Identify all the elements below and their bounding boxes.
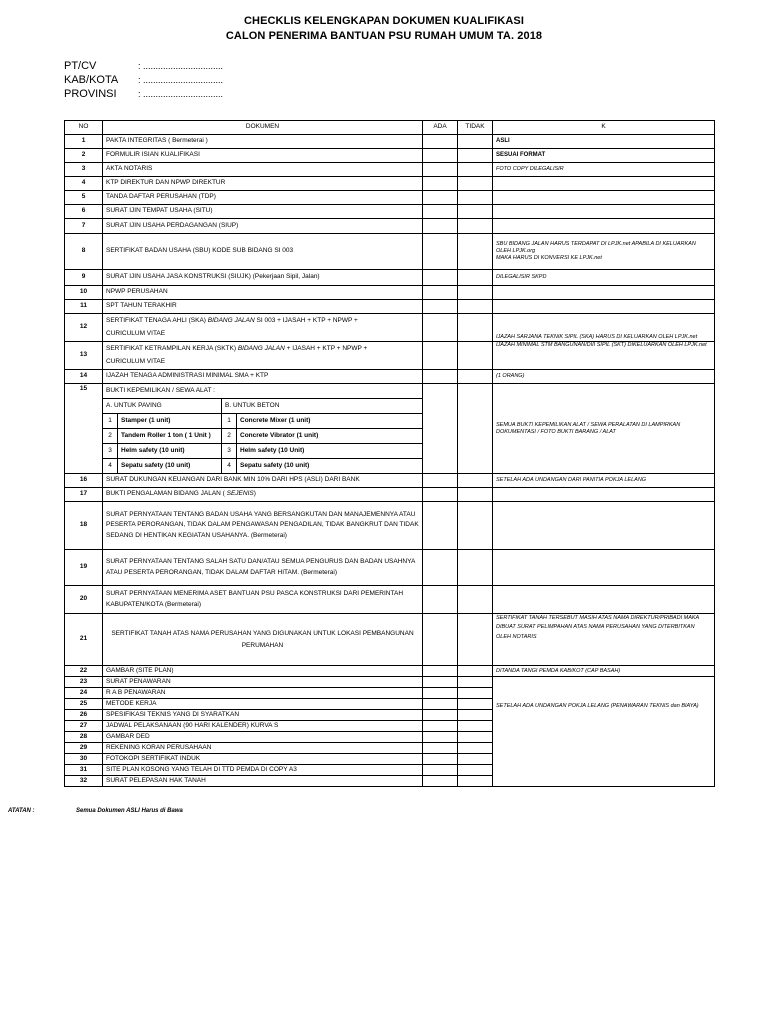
table-row [65,191,715,205]
table-header-row [65,121,715,135]
tidak-cell[interactable] [458,710,493,721]
row-document: GAMBAR (SITE PLAN) [103,666,423,677]
row-keterangan [493,177,715,191]
header-dokumen: DOKUMEN [103,121,423,135]
tidak-cell[interactable] [458,219,493,234]
equipment-number: 2 [103,429,118,443]
footer-label: ATATAN : [8,808,35,814]
document-line: CURICULUM VITAE [106,329,166,337]
tidak-cell[interactable] [458,286,493,300]
document-line [106,345,419,353]
row-number: 2 [65,149,103,163]
row-number: 24 [65,688,103,699]
row-number: 16 [65,474,103,488]
row-keterangan [493,488,715,502]
document-text-italic: BIDANG JALAN [237,345,285,353]
row-keterangan [493,586,715,614]
meta-company [64,60,223,72]
row-keterangan: IJAZAH SARJANA TEKNIK SIPIL (SKA) HARUS DI KELUARKAN OLEH LPJK.net [493,314,715,342]
tidak-cell[interactable] [458,776,493,787]
table-row [65,502,715,550]
table-row [65,342,715,370]
tidak-cell[interactable] [458,135,493,149]
row-keterangan: SETELAH ADA UNDANGAN DARI PANITIA POKJA LELANG [493,474,715,488]
table-row [65,234,715,270]
row-document: SURAT DUKUNGAN KEUANGAN DARI BANK MIN 10% DARI HPS (ASLI) DARI BANK [103,474,423,488]
table-row [65,135,715,149]
row-keterangan [493,550,715,586]
table-row [65,666,715,677]
row-keterangan: SESUAI FORMAT [493,149,715,163]
tidak-cell[interactable] [458,163,493,177]
ada-cell[interactable] [423,270,458,286]
tidak-cell[interactable] [458,732,493,743]
row-number: 1 [65,135,103,149]
tidak-cell[interactable] [458,205,493,219]
ada-cell[interactable] [423,384,458,474]
table-row [65,384,715,474]
ada-cell[interactable] [423,370,458,384]
document-title: CHECKLIS KELENGKAPAN DOKUMEN KUALIFIKASI [243,15,525,27]
row-document [103,488,423,502]
row-document: SERTIFIKAT BADAN USAHA (SBU) KODE SUB BIDANG SI 003 [103,234,423,270]
equipment-row [103,443,422,458]
tidak-cell[interactable] [458,384,493,474]
row-keterangan: DILEGALISIR SKPD [493,270,715,286]
row-document [103,314,423,342]
ada-cell[interactable] [423,550,458,586]
ada-cell[interactable] [423,191,458,205]
row-keterangan: FOTO COPY DILEGALISIR [493,163,715,177]
row-number: 7 [65,219,103,234]
row-number: 17 [65,488,103,502]
table-row [65,177,715,191]
row-number: 20 [65,586,103,614]
row-document: PAKTA INTEGRITAS ( Bermeterai ) [103,135,423,149]
table-row [65,614,715,666]
tidak-cell[interactable] [458,314,493,342]
ada-cell[interactable] [423,586,458,614]
table-row [65,677,715,688]
row-document [103,342,423,370]
row-number: 32 [65,776,103,787]
table-row [65,205,715,219]
header-tidak: TIDAK [458,121,493,135]
equipment-number: 1 [222,414,237,428]
row-keterangan [493,286,715,300]
table-row [65,314,715,342]
keterangan-line: SBU BIDANG JALAN HARUS TERDAPAT DI LPJK.net APABILA DI KELUARKAN OLEH LPJK.org [496,241,696,255]
tidak-cell[interactable] [458,743,493,754]
ada-cell[interactable] [423,286,458,300]
row-keterangan: SERTIFIKAT TANAH TERSEBUT MASIH ATAS NAMA DIREKTUR/PRIBADI MAKA DIBUAT SURAT PELIMPAHAN ATAS NAMA PERUSAHAN YANG DITERBITKAN OLEH NOTARIS [493,614,715,666]
paving-item: Stamper (1 unit) [118,414,222,428]
meta-regency [64,74,223,86]
meta-regency-value[interactable]: : ................................ [138,75,224,85]
row-number: 29 [65,743,103,754]
row-document: TANDA DAFTAR PERUSAHAN (TDP) [103,191,423,205]
row-number: 18 [65,502,103,550]
tidak-cell[interactable] [458,177,493,191]
row-keterangan: (1 ORANG) [493,370,715,384]
tidak-cell[interactable] [458,550,493,586]
row-number: 13 [65,342,103,370]
row-number: 12 [65,314,103,342]
ada-cell[interactable] [423,765,458,776]
keterangan-line: MAKA HARUS DI KONVERSI KE LPJK.net [496,254,602,261]
ada-cell[interactable] [423,300,458,314]
row-document: IJAZAH TENAGA ADMINISTRASI MINIMAL SMA + KTP [103,370,423,384]
row-document: AKTA NOTARIS [103,163,423,177]
equipment-title: BUKTI KEPEMILIKAN / SEWA ALAT : [106,386,215,394]
row-number: 3 [65,163,103,177]
row-document: SURAT IJIN USAHA PERDAGANGAN (SIUP) [103,219,423,234]
equipment-number: 4 [222,459,237,473]
row-document: SURAT PELEPASAN HAK TANAH [103,776,423,787]
tidak-cell[interactable] [458,765,493,776]
row-document: SPESIFIKASI TEKNIS YANG DI SYARATKAN [103,710,423,721]
tidak-cell[interactable] [458,614,493,666]
ada-cell[interactable] [423,754,458,765]
beton-header: B. UNTUK BETON [225,401,280,409]
ada-cell[interactable] [423,776,458,787]
row-document: JADWAL PELAKSANAAN (90 HARI KALENDER) KURVA S [103,721,423,732]
table-row [65,286,715,300]
row-number: 30 [65,754,103,765]
equipment-number: 1 [103,414,118,428]
ada-cell[interactable] [423,314,458,342]
row-document: METODE KERJA [103,699,423,710]
ada-cell[interactable] [423,177,458,191]
row-keterangan [493,205,715,219]
table-row [65,163,715,177]
row-number: 9 [65,270,103,286]
tidak-cell[interactable] [458,721,493,732]
ada-cell[interactable] [423,234,458,270]
tidak-cell[interactable] [458,677,493,688]
ada-cell[interactable] [423,488,458,502]
meta-regency-label: KAB/KOTA [64,74,119,86]
footer-note: Semua Dokumen ASLI Harus di Bawa [76,808,183,814]
row-number: 6 [65,205,103,219]
ada-cell[interactable] [423,135,458,149]
ada-cell[interactable] [423,677,458,688]
row-document: SURAT IJIN TEMPAT USAHA (SITU) [103,205,423,219]
equipment-header-row [103,398,422,413]
ada-cell[interactable] [423,721,458,732]
beton-item: Helm safety (10 Unit) [240,446,305,454]
equipment-number: 3 [222,444,237,458]
paving-item: Tandem Roller 1 ton ( 1 Unit ) [118,429,222,443]
document-line: CURICULUM VITAE [106,357,166,365]
meta-province [64,88,223,100]
row-document: SURAT PERNYATAAN TENTANG SALAH SATU DAN/ATAU SEMUA PENGURUS DAN BADAN USAHNYA ATAU PESERTA PERORANGAN, TIDAK DALAM DAFTAR HITAM. (Bermeterai) [103,550,423,586]
row-document [103,384,423,474]
row-document: SURAT PENAWARAN [103,677,423,688]
row-document: SITE PLAN KOSONG YANG TELAH DI TTD PEMDA DI COPY A3 [103,765,423,776]
row-keterangan: ASLI [493,135,715,149]
paving-header: A. UNTUK PAVING [103,399,222,413]
equipment-number: 3 [103,444,118,458]
ada-cell[interactable] [423,474,458,488]
table-row [65,550,715,586]
row-number: 4 [65,177,103,191]
row-keterangan [493,502,715,550]
table-row [65,586,715,614]
row-number: 31 [65,765,103,776]
table-row [65,149,715,163]
table-row [65,370,715,384]
paving-item: Helm safety (10 unit) [118,444,222,458]
checklist-table [64,120,715,787]
row-document: NPWP PERUSAHAN [103,286,423,300]
row-number: 19 [65,550,103,586]
tidak-cell[interactable] [458,149,493,163]
document-text: ) [253,490,256,498]
header-no: NO [65,121,103,135]
row-number: 22 [65,666,103,677]
row-document: GAMBAR DED [103,732,423,743]
row-number: 28 [65,732,103,743]
row-number: 14 [65,370,103,384]
row-number: 26 [65,710,103,721]
ada-cell[interactable] [423,699,458,710]
row-document: REKENING KORAN PERUSAHAAN [103,743,423,754]
row-number: 15 [65,384,103,474]
equipment-grid [103,384,422,473]
equipment-title-row [103,384,422,398]
tidak-cell[interactable] [458,191,493,205]
row-number: 8 [65,234,103,270]
row-keterangan: IJAZAH MINIMAL STM BANGUNAN/DIII SIPIL (SKT) DIKELUARKAN OLEH LPJK.net [493,342,715,370]
ada-cell[interactable] [423,732,458,743]
tidak-cell[interactable] [458,688,493,699]
row-keterangan [493,234,715,270]
row-document: SURAT PERNYATAAN TENTANG BADAN USAHA YANG BERSANGKUTAN DAN MANAJEMENNYA ATAU PESERTA PERORANGAN, TIDAK DALAM PENGAWASAN PENGADILAN, TIDAK BANGKRUT DAN TIDAK SEDANG DI HENTIKAN KEGIATAN USAHANYA. (Bermeterai) [103,502,423,550]
row-number: 21 [65,614,103,666]
ada-cell[interactable] [423,743,458,754]
tidak-cell[interactable] [458,270,493,286]
meta-province-value[interactable]: : ................................ [138,89,224,99]
tidak-cell[interactable] [458,474,493,488]
equipment-number: 2 [222,429,237,443]
document-text: SI 003 + IJASAH + KTP + NPWP + [254,317,358,325]
row-document: SURAT IJIN USAHA JASA KONSTRUKSI (SIUJK) (Pekerjaan Sipil, Jalan) [103,270,423,286]
ada-cell[interactable] [423,710,458,721]
ada-cell[interactable] [423,163,458,177]
ada-cell[interactable] [423,342,458,370]
row-document: SURAT PERNYATAAN MENERIMA ASET BANTUAN PSU PASCA KONSTRUKSI DARI PEMERINTAH KABUPATEN/KOTA (Bermeterai) [103,586,423,614]
tidak-cell[interactable] [458,666,493,677]
row-document: KTP DIREKTUR DAN NPWP DIREKTUR [103,177,423,191]
table-row [65,300,715,314]
ada-cell[interactable] [423,688,458,699]
row-keterangan-merged: SETELAH ADA UNDANGAN POKJA LELANG (PENAWARAN TEKNIS dan BIAYA) [493,677,715,787]
row-document: SERTIFIKAT TANAH ATAS NAMA PERUSAHAN YANG DIGUNAKAN UNTUK LOKASI PEMBANGUNAN PERUMAHAN [103,614,423,666]
ada-cell[interactable] [423,219,458,234]
row-number: 11 [65,300,103,314]
document-text-italic: BIDANG JALAN [207,317,255,325]
tidak-cell[interactable] [458,342,493,370]
row-keterangan [493,219,715,234]
tidak-cell[interactable] [458,234,493,270]
row-number: 23 [65,677,103,688]
header-ada: ADA [423,121,458,135]
equipment-row [103,458,422,473]
equipment-row [103,428,422,443]
equipment-row [103,413,422,428]
document-text-italic: SEJENIS [226,490,254,498]
meta-company-value[interactable]: : ................................ [138,61,224,71]
document-text: SERTIFIKAT KETRAMPILAN KERJA (SKTK) [106,345,238,353]
row-number: 27 [65,721,103,732]
header-k: K [493,121,715,135]
row-document: FORMULIR ISIAN KUALIFIKASI [103,149,423,163]
ada-cell[interactable] [423,149,458,163]
row-document: R A B PENAWARAN [103,688,423,699]
document-line [106,317,419,325]
table-row [65,219,715,234]
ada-cell[interactable] [423,502,458,550]
ada-cell[interactable] [423,614,458,666]
tidak-cell[interactable] [458,300,493,314]
tidak-cell[interactable] [458,699,493,710]
beton-item: Concrete Mixer (1 unit) [240,416,311,424]
row-number: 25 [65,699,103,710]
ada-cell[interactable] [423,666,458,677]
paving-item: Sepatu safety (10 unit) [118,459,222,473]
row-keterangan: DITANDA TANGI PEMDA KAB/KOT (CAP BASAH) [493,666,715,677]
document-text: + IJASAH + KTP + NPWP + [284,345,368,353]
table-row [65,270,715,286]
row-document: FOTOKOPI SERTIFIKAT INDUK [103,754,423,765]
equipment-number: 4 [103,459,118,473]
beton-item: Sepatu safety (10 unit) [240,461,310,469]
tidak-cell[interactable] [458,370,493,384]
meta-company-label: PT/CV [64,60,97,72]
table-row [65,474,715,488]
tidak-cell[interactable] [458,754,493,765]
row-keterangan [493,300,715,314]
document-subtitle: CALON PENERIMA BANTUAN PSU RUMAH UMUM TA. 2018 [225,30,543,42]
tidak-cell[interactable] [458,502,493,550]
document-text: SERTIFIKAT TENAGA AHLI (SKA) [106,317,208,325]
table-row [65,488,715,502]
document-text: BUKTI PENGALAMAN BIDANG JALAN ( [106,490,227,498]
row-document: SPT TAHUN TERAKHIR [103,300,423,314]
row-keterangan [493,191,715,205]
row-keterangan: SEMUA BUKTI KEPEMILIKAN ALAT / SEWA PERALATAN DI LAMPIRKAN DOKUMENTASI / FOTO BUKTI BARANG / ALAT [493,384,715,474]
beton-item: Concrete Vibrator (1 unit) [240,431,319,439]
tidak-cell[interactable] [458,488,493,502]
row-number: 5 [65,191,103,205]
tidak-cell[interactable] [458,586,493,614]
meta-province-label: PROVINSI [64,88,117,100]
ada-cell[interactable] [423,205,458,219]
row-number: 10 [65,286,103,300]
